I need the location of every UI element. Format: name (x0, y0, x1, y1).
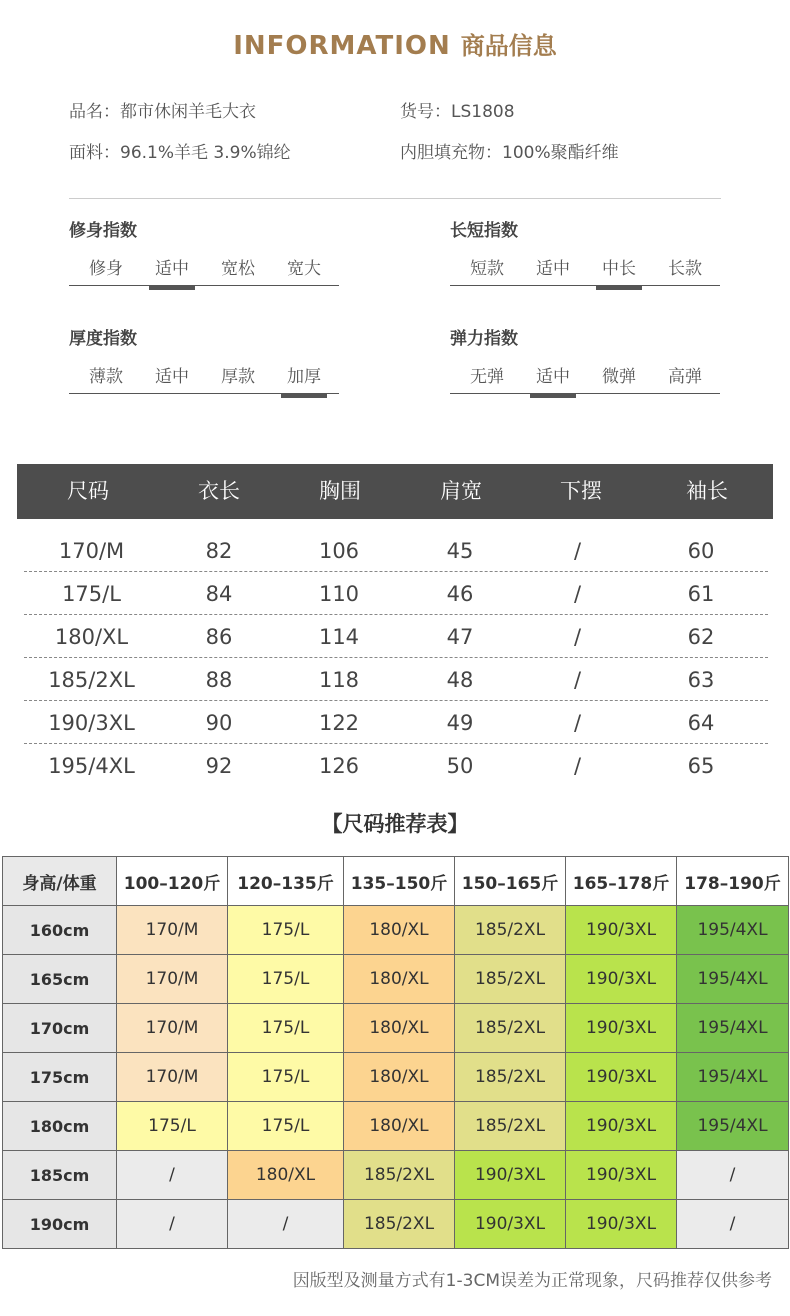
recommend-cell: 185/2XL (455, 906, 566, 955)
weight-header: 165–178斤 (566, 857, 677, 906)
size-cell: / (573, 711, 582, 735)
recommend-cell: 190/3XL (566, 906, 677, 955)
index-option: 宽松 (221, 259, 255, 279)
index-title: 长短指数 (450, 221, 518, 241)
recommend-cell: 180/XL (344, 1102, 455, 1151)
index-length (450, 220, 720, 286)
recommend-cell: 170/M (117, 1004, 228, 1053)
recommend-cell: 180/XL (344, 1053, 455, 1102)
product-name: 品名：都市休闲羊毛大衣 (69, 102, 256, 122)
weight-header: 120–135斤 (228, 857, 344, 906)
size-cell: 190/3XL (48, 711, 135, 735)
size-cell: 60 (687, 539, 715, 563)
index-option: 微弹 (602, 367, 636, 387)
index-option: 宽大 (287, 259, 321, 279)
size-cell: 63 (687, 668, 715, 692)
index-option: 薄款 (89, 367, 123, 387)
size-table-body (24, 529, 768, 787)
size-header-cell: 肩宽 (440, 479, 482, 503)
size-cell: 110 (318, 582, 360, 606)
index-option: 加厚 (281, 362, 327, 387)
recommend-table (2, 856, 789, 1249)
table-row (24, 615, 768, 658)
index-option: 修身 (89, 259, 123, 279)
recommend-cell: 180/XL (228, 1151, 344, 1200)
size-cell: 195/4XL (48, 754, 135, 778)
recommend-cell: / (228, 1200, 344, 1249)
recommend-cell: 175/L (228, 1004, 344, 1053)
size-cell: 46 (446, 582, 474, 606)
recommend-cell: 190/3XL (566, 1200, 677, 1249)
recommend-cell: 190/3XL (566, 955, 677, 1004)
index-options (69, 244, 339, 286)
table-row (3, 906, 789, 955)
index-option: 长款 (668, 259, 702, 279)
index-options (69, 352, 339, 394)
recommend-cell: 180/XL (344, 955, 455, 1004)
index-option: 中长 (596, 254, 642, 279)
size-header-cell: 衣长 (198, 479, 240, 503)
recommend-cell: 195/4XL (677, 1102, 789, 1151)
recommend-cell: 175/L (117, 1102, 228, 1151)
recommend-header-row (3, 857, 789, 906)
recommend-cell: 195/4XL (677, 1053, 789, 1102)
size-cell: 50 (446, 754, 474, 778)
recommend-cell: 185/2XL (455, 1053, 566, 1102)
index-title: 修身指数 (69, 221, 137, 241)
recommend-title: 【尺码推荐表】 (321, 812, 469, 836)
index-elasticity (450, 328, 720, 394)
recommend-cell: / (117, 1200, 228, 1249)
recommend-cell: 175/L (228, 1053, 344, 1102)
recommend-cell: 185/2XL (344, 1200, 455, 1249)
table-row (24, 658, 768, 701)
recommend-cell: 190/3XL (566, 1053, 677, 1102)
index-option: 适中 (530, 362, 576, 387)
weight-header: 135–150斤 (344, 857, 455, 906)
recommend-cell: 190/3XL (566, 1004, 677, 1053)
recommend-cell: 195/4XL (677, 955, 789, 1004)
size-cell: 180/XL (54, 625, 129, 649)
height-label: 160cm (3, 906, 117, 955)
recommend-cell: 170/M (117, 955, 228, 1004)
height-label: 185cm (3, 1151, 117, 1200)
recommend-cell: 170/M (117, 1053, 228, 1102)
size-cell: 61 (687, 582, 715, 606)
table-row (3, 1004, 789, 1053)
info-divider (69, 198, 721, 199)
recommend-cell: 185/2XL (455, 955, 566, 1004)
index-title: 弹力指数 (450, 329, 518, 349)
size-header-cell: 下摆 (560, 479, 602, 503)
recommend-corner: 身高/体重 (3, 857, 117, 906)
recommend-cell: / (677, 1200, 789, 1249)
table-row (3, 1151, 789, 1200)
table-row (3, 1200, 789, 1249)
size-header-cell: 胸围 (319, 479, 361, 503)
recommend-cell: 180/XL (344, 1004, 455, 1053)
recommend-cell: 190/3XL (455, 1151, 566, 1200)
height-label: 170cm (3, 1004, 117, 1053)
recommend-cell: 185/2XL (455, 1102, 566, 1151)
height-label: 165cm (3, 955, 117, 1004)
recommend-cell: 170/M (117, 906, 228, 955)
header-title-cn: 商品信息 (460, 32, 557, 60)
size-cell: 122 (318, 711, 360, 735)
size-header-cell: 尺码 (67, 479, 109, 503)
size-cell: / (573, 754, 582, 778)
size-cell: 65 (687, 754, 715, 778)
index-option: 适中 (536, 259, 570, 279)
section-header (0, 26, 790, 61)
size-cell: / (573, 668, 582, 692)
size-cell: 92 (205, 754, 233, 778)
index-option: 厚款 (221, 367, 255, 387)
recommend-cell: 175/L (228, 906, 344, 955)
size-cell: 118 (318, 668, 360, 692)
recommend-cell: 175/L (228, 955, 344, 1004)
size-cell: 48 (446, 668, 474, 692)
index-thickness (69, 328, 339, 394)
size-cell: 114 (318, 625, 360, 649)
footnote: 因版型及测量方式有1-3CM误差为正常现象，尺码推荐仅供参考 (292, 1271, 772, 1291)
product-filling: 内胆填充物：100%聚酯纤维 (400, 143, 619, 163)
size-cell: 86 (205, 625, 233, 649)
index-option: 适中 (149, 254, 195, 279)
table-row (24, 529, 768, 572)
size-cell: 88 (205, 668, 233, 692)
height-label: 175cm (3, 1053, 117, 1102)
header-title-en: INFORMATION (233, 31, 451, 61)
recommend-cell: 195/4XL (677, 1004, 789, 1053)
index-option: 高弹 (668, 367, 702, 387)
index-option: 短款 (470, 259, 504, 279)
index-option: 无弹 (470, 367, 504, 387)
table-row (3, 1102, 789, 1151)
size-cell: 62 (687, 625, 715, 649)
product-fabric: 面料：96.1%羊毛 3.9%锦纶 (69, 143, 291, 163)
size-cell: 175/L (62, 582, 121, 606)
size-cell: / (573, 625, 582, 649)
height-label: 190cm (3, 1200, 117, 1249)
index-option: 适中 (155, 367, 189, 387)
size-table-header (17, 464, 773, 519)
size-cell: 170/M (58, 539, 125, 563)
size-cell: 90 (205, 711, 233, 735)
recommend-cell: / (117, 1151, 228, 1200)
size-cell: 49 (446, 711, 474, 735)
size-cell: 126 (318, 754, 360, 778)
table-row (3, 1053, 789, 1102)
index-options (450, 352, 720, 394)
table-row (24, 744, 768, 787)
weight-header: 178–190斤 (677, 857, 789, 906)
size-cell: 106 (318, 539, 360, 563)
size-cell: 47 (446, 625, 474, 649)
recommend-cell: / (677, 1151, 789, 1200)
index-fit (69, 220, 339, 286)
product-sku: 货号：LS1808 (400, 102, 515, 122)
size-cell: 45 (446, 539, 474, 563)
index-title: 厚度指数 (69, 329, 137, 349)
recommend-cell: 190/3XL (566, 1151, 677, 1200)
size-cell: / (573, 582, 582, 606)
size-cell: 84 (205, 582, 233, 606)
recommend-cell: 195/4XL (677, 906, 789, 955)
recommend-cell: 180/XL (344, 906, 455, 955)
recommend-cell: 185/2XL (455, 1004, 566, 1053)
size-cell: 185/2XL (48, 668, 135, 692)
recommend-cell: 185/2XL (344, 1151, 455, 1200)
height-label: 180cm (3, 1102, 117, 1151)
weight-header: 100–120斤 (117, 857, 228, 906)
recommend-cell: 190/3XL (455, 1200, 566, 1249)
weight-header: 150–165斤 (455, 857, 566, 906)
size-header-cell: 袖长 (686, 479, 728, 503)
index-options (450, 244, 720, 286)
recommend-cell: 190/3XL (566, 1102, 677, 1151)
size-cell: / (573, 539, 582, 563)
table-row (24, 701, 768, 744)
size-cell: 82 (205, 539, 233, 563)
table-row (3, 955, 789, 1004)
size-cell: 64 (687, 711, 715, 735)
table-row (24, 572, 768, 615)
recommend-cell: 175/L (228, 1102, 344, 1151)
